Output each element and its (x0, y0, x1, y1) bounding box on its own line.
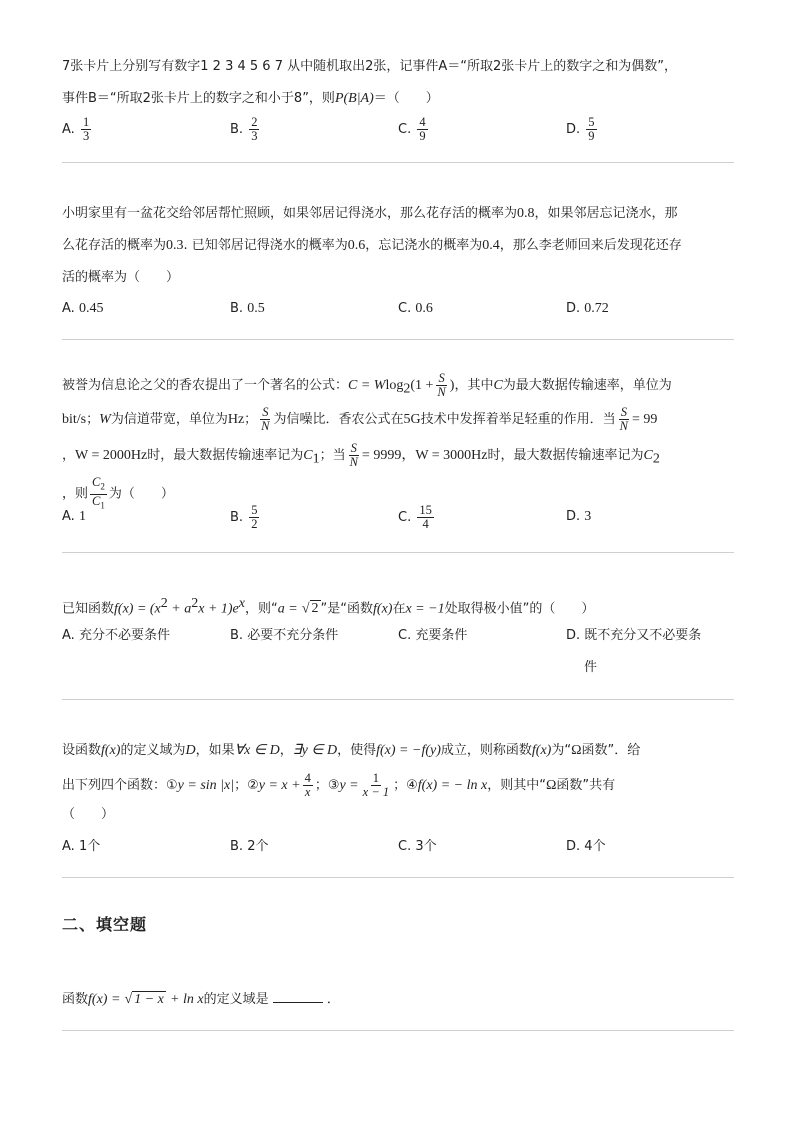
sqrt-expr: √ 2 (301, 601, 319, 617)
omega: Ω (571, 743, 582, 758)
text: ；当 (319, 448, 346, 463)
q4-option-d[interactable] (566, 627, 701, 645)
var: C (493, 378, 503, 393)
text: 函数”．给 (581, 743, 641, 758)
frac-den: N (437, 385, 446, 399)
text: 的定义域是 (203, 992, 269, 1007)
text: ，则其中“ (487, 778, 546, 793)
question-4 (62, 595, 734, 685)
text: 小明家里有一盆花交给邻居帮忙照顾，如果邻居记得浇水，那么花存活的概率为 (62, 206, 518, 221)
value: 5G (403, 412, 421, 427)
sup: x (238, 596, 245, 611)
divider (62, 699, 734, 700)
frac-num: 1 (372, 771, 379, 785)
text: 在 (392, 601, 406, 617)
sqrt-radicand: 2 (311, 601, 319, 617)
q2-line2 (62, 237, 682, 255)
fraction (303, 772, 313, 799)
text: ，如果 (195, 743, 235, 758)
fraction (259, 406, 271, 433)
text: ；④ (393, 778, 418, 793)
divider (62, 339, 734, 340)
option-fraction (586, 116, 596, 143)
option-value: 充分不必要条件 (78, 628, 170, 643)
text: 么花存活的概率为 (62, 238, 167, 253)
q5-line3: （ ） (62, 807, 115, 822)
frac-den (90, 495, 107, 513)
q1-option-a[interactable] (62, 116, 93, 143)
q2-option-a[interactable] (62, 300, 103, 318)
option-value: 3 (584, 509, 592, 524)
divider (62, 162, 734, 163)
formula: = 99 (632, 412, 658, 427)
text: ”是“函数 (320, 601, 374, 617)
question-2 (62, 205, 734, 325)
text: 出下列四个函数：① (62, 778, 178, 793)
frac-den: 2 (251, 517, 258, 531)
q2-line1 (62, 205, 678, 223)
fraction (618, 406, 630, 433)
option-label: D. (566, 509, 581, 524)
divider (62, 1030, 734, 1031)
formula-sub: 2 (403, 381, 411, 397)
omega: Ω (545, 778, 557, 793)
formula: W = 2000Hz (75, 448, 148, 463)
value: 0.3 (166, 238, 184, 253)
q1-option-c[interactable] (398, 116, 430, 143)
text: 成立，则称函数 (440, 743, 532, 758)
frac-num: 4 (304, 771, 311, 785)
option-label: D. (566, 301, 581, 316)
q1-text-end: ＝（ ） (373, 91, 439, 106)
option-label: B. (230, 122, 244, 137)
sup: 2 (191, 596, 199, 611)
option-label: A. (62, 628, 75, 643)
text: ，忘记浇水的概率为 (365, 238, 483, 253)
formula: f(x) = (88, 992, 121, 1007)
formula: f(x) (101, 743, 121, 758)
frac-num: 15 (419, 503, 432, 517)
option-value: 0.6 (415, 301, 433, 316)
formula: x + 1)e (198, 601, 239, 617)
text: ；② (234, 778, 259, 793)
option-label: C. (398, 839, 412, 854)
frac-den: N (261, 419, 270, 433)
option-label: A. (62, 122, 75, 137)
text: 技术中发挥着举足轻重的作用．当 (420, 412, 616, 427)
formula: W = 3000Hz (415, 448, 488, 463)
q2-option-d[interactable] (566, 300, 609, 318)
q1-text: 事件B＝“所取2张卡片上的数字之和小于8”，则 (62, 91, 335, 106)
formula: (1 + (410, 378, 434, 393)
q3-line2 (62, 406, 657, 433)
formula: log (385, 378, 404, 393)
frac-den: 9 (588, 129, 595, 143)
option-fraction (417, 504, 434, 531)
option-fraction (417, 116, 427, 143)
formula: f(x) (531, 743, 552, 758)
text: ， (279, 743, 293, 758)
question-6 (62, 990, 734, 1014)
option-fraction (81, 116, 91, 143)
value: 0.4 (482, 238, 500, 253)
frac-den: N (349, 455, 358, 469)
question-5 (62, 742, 734, 862)
option-value: 必要不充分条件 (247, 628, 339, 643)
text: 为信噪比．香农公式在 (273, 412, 404, 427)
text: 函数 (62, 992, 89, 1007)
option-label: B. (230, 628, 244, 643)
var: C (303, 448, 313, 463)
frac-den: x (304, 785, 311, 799)
var-sub: 1 (100, 500, 105, 510)
q4-option-b[interactable] (230, 627, 338, 645)
frac-num: 1 (82, 115, 90, 129)
frac-num: 4 (419, 115, 426, 129)
var: C (92, 493, 101, 508)
formula: ∃y ∈ D (292, 743, 338, 758)
option-value: 0.72 (584, 301, 609, 316)
option-label: C. (398, 122, 412, 137)
sqrt-expr: √ 1 − x (124, 992, 164, 1007)
divider (62, 877, 734, 878)
var-sub: 2 (652, 451, 660, 467)
q3-option-c[interactable] (398, 504, 436, 531)
option-value: 1 (78, 509, 86, 524)
option-fraction (249, 116, 259, 143)
text: 为“ (551, 743, 572, 758)
frac-num: 5 (251, 503, 258, 517)
q3-line1 (62, 372, 672, 399)
q4-option-a[interactable] (62, 627, 170, 645)
option-label: B. (230, 510, 244, 525)
q1-option-b[interactable] (230, 116, 261, 143)
q3-option-d[interactable] (566, 508, 591, 526)
frac-den: 3 (251, 129, 258, 143)
text: . 已知邻居记得浇水的概率为 (183, 238, 348, 253)
option-value: 2个 (247, 839, 269, 854)
text: 设函数 (62, 743, 102, 758)
q3-line4 (62, 476, 174, 512)
q3-option-b[interactable] (230, 504, 261, 531)
q3-line3 (62, 442, 660, 469)
text: 被誉为信息论之父的香农提出了一个著名的公式： (62, 378, 349, 393)
fraction (435, 372, 447, 399)
text: ， (62, 448, 76, 463)
q5-option-c[interactable] (398, 838, 437, 856)
unit: Hz (227, 412, 245, 427)
text: 函数”共有 (556, 778, 616, 793)
text: ，则“ (245, 601, 278, 617)
q5-line1 (62, 742, 640, 760)
option-value: 0.45 (78, 301, 104, 316)
formula: y = x + (258, 778, 301, 793)
option-value: 1个 (78, 839, 101, 854)
unit: bit/s (62, 412, 87, 427)
formula: + a (167, 601, 192, 617)
q4-line1 (62, 595, 594, 618)
q6-line1 (62, 990, 340, 1009)
option-label: B. (230, 301, 244, 316)
fraction (348, 442, 360, 469)
text: ； (86, 412, 100, 427)
formula: y = sin |x| (177, 778, 235, 793)
text: 时，最大数据传输速率记为 (147, 448, 304, 463)
q5-option-b[interactable] (230, 838, 268, 856)
option-label: A. (62, 839, 75, 854)
frac-num: S (620, 405, 627, 419)
q3-option-a[interactable] (62, 508, 86, 526)
text: ，如果邻居忘记浇水，那 (534, 206, 678, 221)
formula: + ln x (170, 992, 204, 1007)
text: ；③ (314, 778, 340, 793)
option-label: B. (230, 839, 244, 854)
q1-line2 (62, 90, 439, 108)
value: 0.6 (347, 238, 366, 253)
option-label: A. (62, 509, 75, 524)
text: 为最大数据传输速率，单位为 (502, 378, 672, 393)
option-value: 3个 (415, 839, 437, 854)
frac-den: 9 (419, 129, 426, 143)
option-label: D. (566, 628, 581, 643)
sup: 2 (160, 596, 168, 611)
q2-option-b[interactable] (230, 300, 265, 318)
q5-option-a[interactable] (62, 838, 100, 856)
answer-blank[interactable] (273, 990, 323, 1003)
fraction (90, 476, 107, 512)
formula: y = (339, 778, 359, 793)
q1-option-d[interactable] (566, 116, 599, 143)
formula: f(x) = (x (114, 601, 161, 617)
var: D (185, 743, 196, 758)
frac-den: N (619, 419, 629, 433)
formula: a = (277, 601, 298, 617)
divider (62, 552, 734, 553)
frac-num: 5 (588, 115, 595, 129)
fraction (361, 772, 391, 799)
formula: f(x) (373, 601, 393, 617)
frac-num: S (438, 371, 445, 385)
formula: C = W (348, 378, 386, 393)
frac-num: 2 (251, 115, 258, 129)
q2-option-c[interactable] (398, 300, 433, 318)
var: C (92, 475, 101, 489)
formula: f(x) = − ln x (417, 778, 488, 793)
q4-option-c[interactable] (398, 627, 467, 645)
text: 为信道带宽，单位为 (110, 412, 228, 427)
question-1 (62, 58, 734, 158)
frac-num: S (350, 441, 357, 455)
q5-option-d[interactable] (566, 838, 606, 856)
var-sub: 2 (100, 481, 105, 492)
option-label: A. (62, 301, 75, 316)
formula: = 9999， (361, 448, 416, 463)
option-label: D. (566, 839, 581, 854)
q1-line1: 7张卡片上分别写有数字1 2 3 4 5 6 7 从中随机取出2张，记事件A＝“所取2张卡片上的数字之和为偶数”， (62, 59, 677, 74)
option-label: C. (398, 510, 412, 525)
text: 为（ ） (108, 486, 174, 502)
option-label: D. (566, 122, 581, 137)
var: W (99, 412, 111, 427)
option-value: 4个 (584, 839, 606, 854)
option-value: 充要条件 (415, 628, 468, 643)
frac-den: 3 (82, 129, 90, 143)
var-sub: 1 (312, 451, 320, 467)
formula: ∀x ∈ D (234, 743, 280, 758)
option-value: 0.5 (247, 301, 265, 316)
text: ，使得 (337, 743, 377, 758)
formula: f(x) = −f(y) (376, 743, 441, 758)
formula: ) (449, 378, 455, 393)
q2-line3: 活的概率为（ ） (62, 270, 180, 285)
text: 已知函数 (62, 601, 115, 617)
q1-prob-expr: P(B|A) (334, 91, 374, 106)
text: 处取得极小值”的（ ） (444, 601, 595, 617)
formula: x = −1 (405, 601, 445, 617)
sqrt-radicand: 1 − x (134, 992, 164, 1007)
option-label: C. (398, 628, 412, 643)
section-title: 二、填空题 (62, 915, 148, 934)
text: ，则 (62, 486, 89, 502)
text: ； (244, 412, 258, 427)
frac-num: S (262, 405, 269, 419)
text: ，那么李老师回来后发现花还存 (499, 238, 682, 253)
text: ，其中 (454, 378, 494, 393)
frac-den: 4 (422, 517, 429, 531)
q5-line2 (62, 772, 615, 799)
frac-num (90, 476, 107, 495)
frac-den: x − 1 (362, 785, 390, 799)
q4-option-d-wrap: 件 (584, 660, 598, 675)
option-fraction (249, 504, 259, 531)
text: ． (326, 992, 340, 1007)
option-value: 既不充分又不必要条 (584, 628, 702, 643)
var: C (643, 448, 653, 463)
value: 0.8 (517, 206, 535, 221)
option-label: C. (398, 301, 412, 316)
text: 时，最大数据传输速率记为 (487, 448, 644, 463)
text: 的定义域为 (120, 743, 186, 758)
question-3 (62, 372, 734, 542)
